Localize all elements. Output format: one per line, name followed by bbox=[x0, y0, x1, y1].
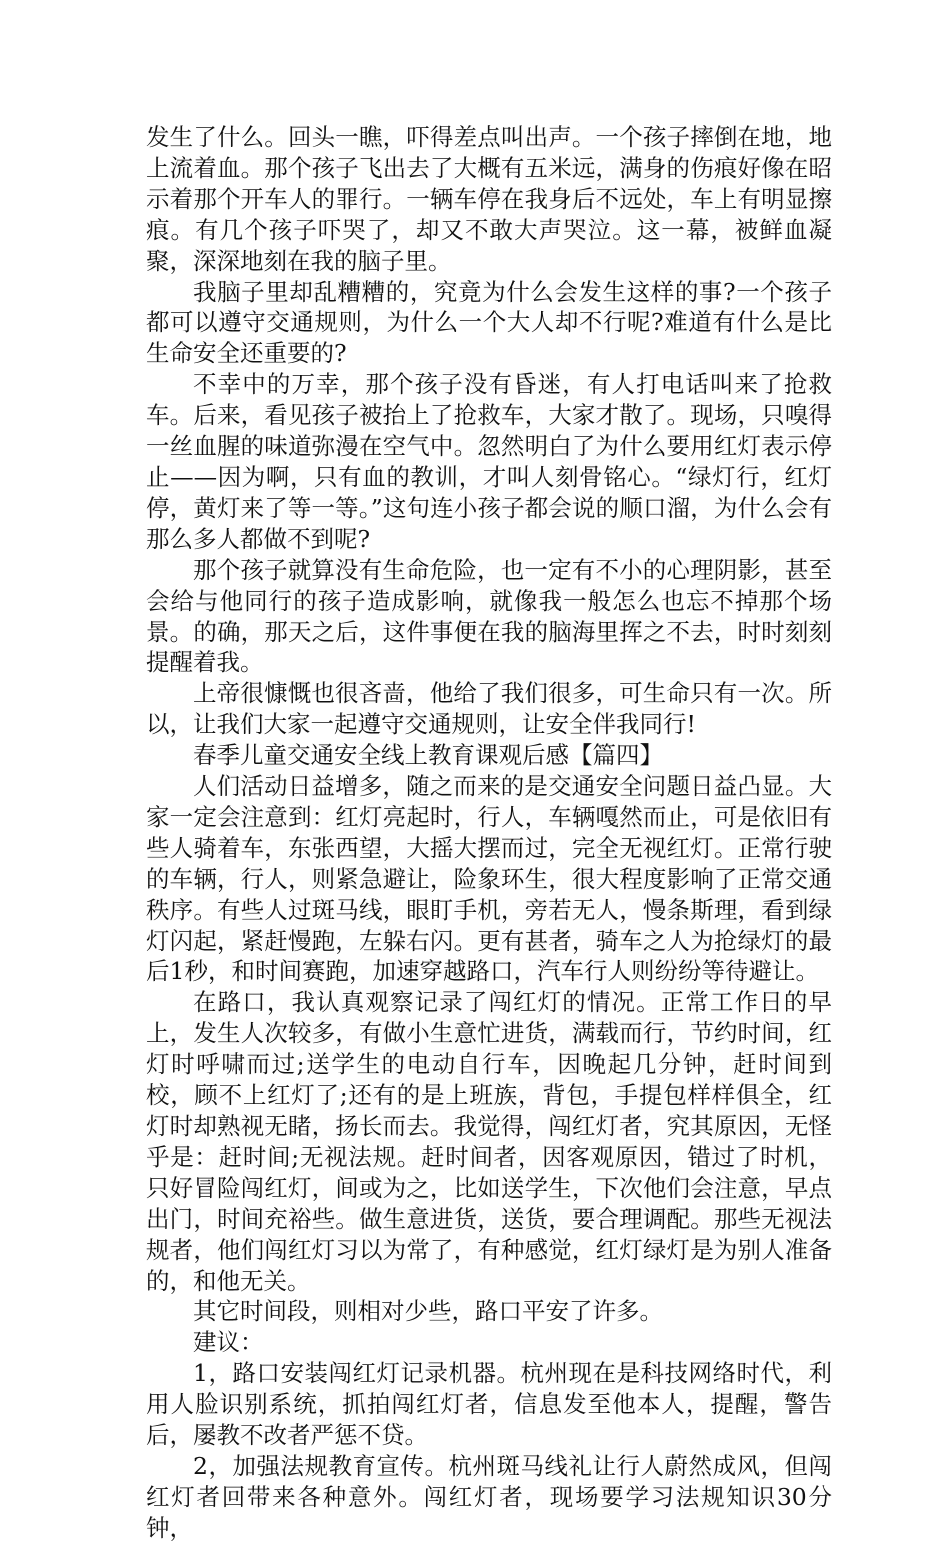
paragraph: 1，路口安装闯红灯记录机器。杭州现在是科技网络时代，利用人脸识别系统，抓拍闯红灯者，信息发至他本人，提醒，警告后，屡教不改者严惩不贷。 bbox=[146, 1359, 832, 1450]
paragraph: 人们活动日益增多，随之而来的是交通安全问题日益凸显。大家一定会注意到：红灯亮起时，行人，车辆嘎然而止，可是依旧有些人骑着车，东张西望，大摇大摆而过，完全无视红灯。正常行驶的车辆，行人，则紧急避让，险象环生，很大程度影响了正常交通秩序。有些人过斑马线，眼盯手机，旁若无人，慢条斯理，看到绿灯闪起，紧赶慢跑，左躲右闪。更有甚者，骑车之人为抢绿灯的最后1秒，和时间赛跑，加速穿越路口，汽车行人则纷纷等待避让。 bbox=[146, 772, 832, 986]
section-heading: 春季儿童交通安全线上教育课观后感【篇四】 bbox=[193, 741, 663, 770]
paragraph: 2，加强法规教育宣传。杭州斑马线礼让行人蔚然成风，但闯红灯者回带来各种意外。闯红灯者，现场要学习法规知识30分钟， bbox=[146, 1451, 832, 1542]
paragraph: 上帝很慷慨也很吝啬，他给了我们很多，可生命只有一次。所以，让我们大家一起遵守交通规则，让安全伴我同行! bbox=[146, 679, 832, 739]
paragraph: 建议： bbox=[193, 1328, 264, 1357]
paragraph: 其它时间段，则相对少些，路口平安了许多。 bbox=[193, 1297, 663, 1326]
document-page bbox=[146, 122, 832, 1544]
paragraph: 不幸中的万幸，那个孩子没有昏迷，有人打电话叫来了抢救车。后来，看见孩子被抬上了抢救车，大家才散了。现场，只嗅得一丝血腥的味道弥漫在空气中。忽然明白了为什么要用红灯表示停止——因为啊，只有血的教训，才叫人刻骨铭心。“绿灯行，红灯停，黄灯来了等一等。”这句连小孩子都会说的顺口溜，为什么会有那么多人都做不到呢? bbox=[146, 370, 832, 553]
paragraph-continued: 发生了什么。回头一瞧，吓得差点叫出声。一个孩子摔倒在地，地上流着血。那个孩子飞出去了大概有五米远，满身的伤痕好像在昭示着那个开车人的罪行。一辆车停在我身后不远处，车上有明显擦痕。有几个孩子吓哭了，却又不敢大声哭泣。这一幕，被鲜血凝聚，深深地刻在我的脑子里。 bbox=[146, 123, 832, 275]
paragraph: 那个孩子就算没有生命危险，也一定有不小的心理阴影，甚至会给与他同行的孩子造成影响，就像我一般怎么也忘不掉那个场景。的确，那天之后，这件事便在我的脑海里挥之不去，时时刻刻提醒着我。 bbox=[146, 555, 832, 677]
paragraph: 在路口，我认真观察记录了闯红灯的情况。正常工作日的早上，发生人次较多，有做小生意忙进货，满载而行，节约时间，红灯时呼啸而过;送学生的电动自行车，因晚起几分钟，赶时间到校，顾不上红灯了;还有的是上班族，背包，手提包样样俱全，红灯时却熟视无睹，扬长而去。我觉得，闯红灯者，究其原因，无怪乎是：赶时间;无视法规。赶时间者，因客观原因，错过了时机，只好冒险闯红灯，间或为之，比如送学生，下次他们会注意，早点出门，时间充裕些。做生意进货，送货，要合理调配。那些无视法规者，他们闯红灯习以为常了，有种感觉，红灯绿灯是为别人准备的，和他无关。 bbox=[146, 988, 832, 1295]
paragraph: 我脑子里却乱糟糟的，究竟为什么会发生这样的事?一个孩子都可以遵守交通规则，为什么一个大人却不行呢?难道有什么是比生命安全还重要的? bbox=[146, 277, 832, 368]
